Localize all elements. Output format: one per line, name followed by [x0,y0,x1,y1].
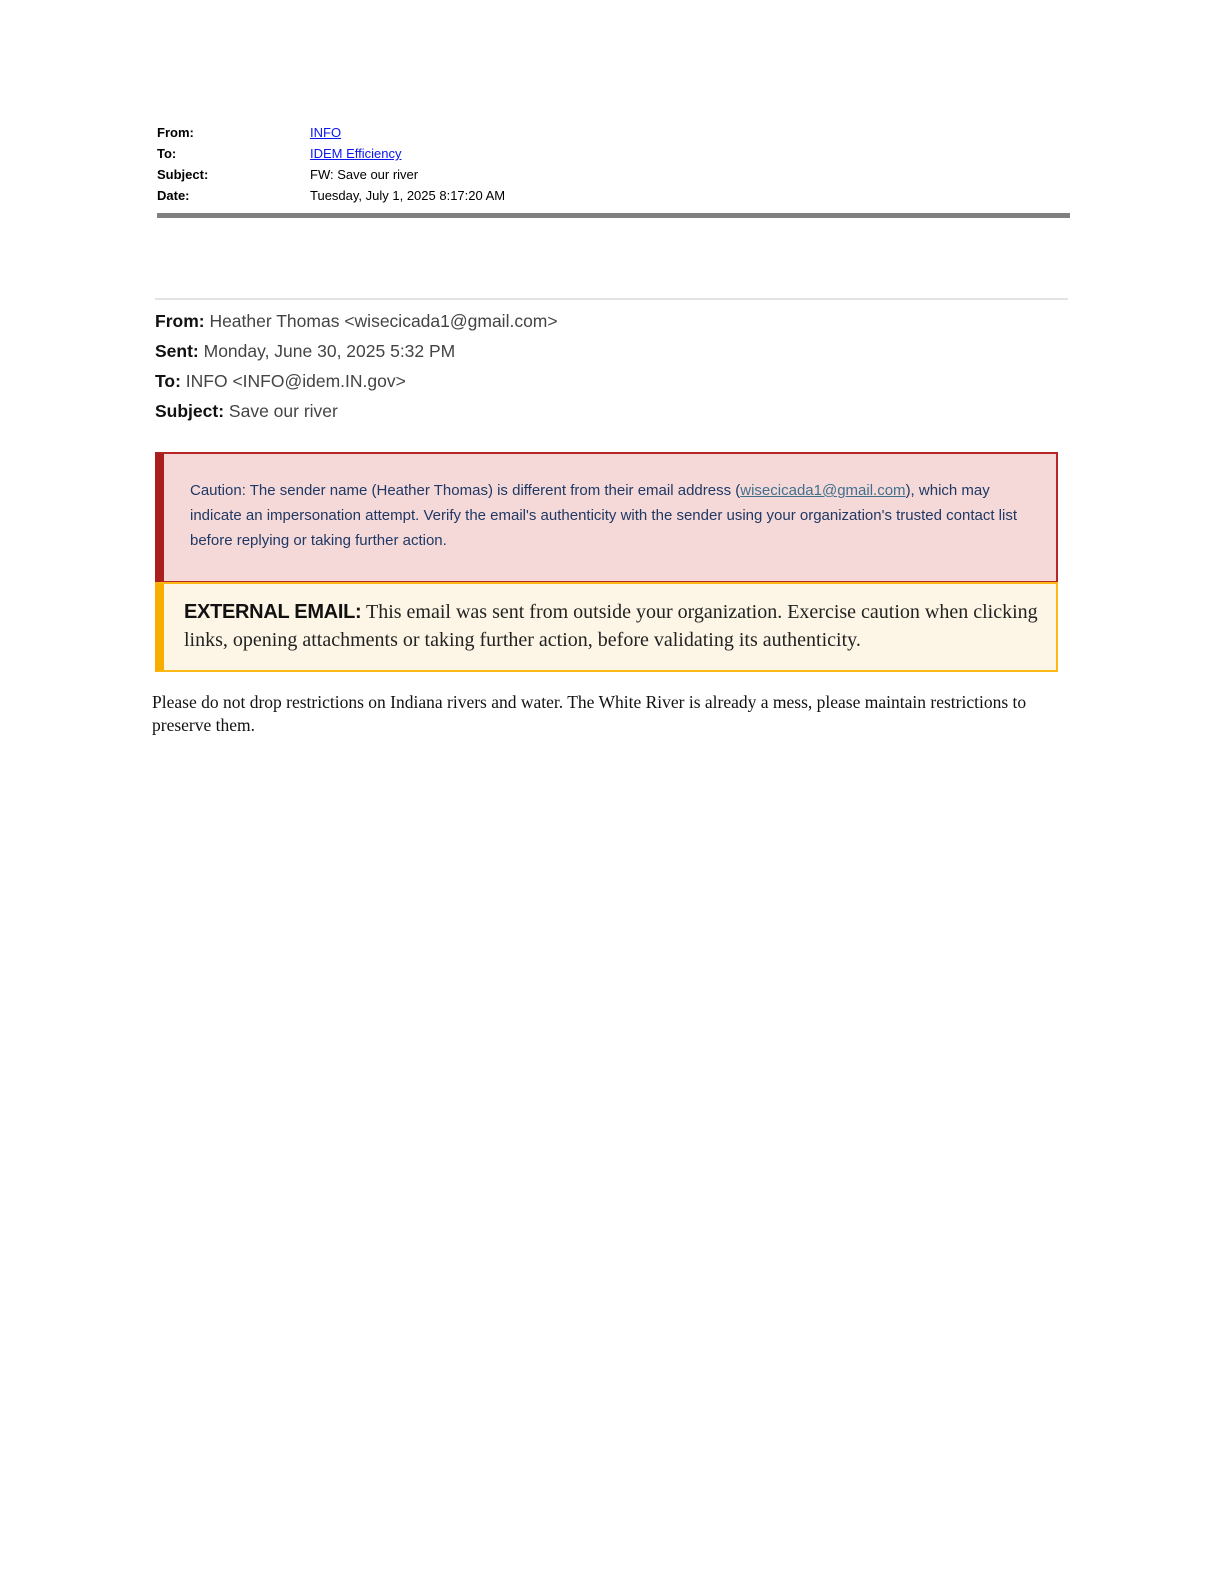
subject-value: FW: Save our river [310,167,419,182]
header-divider [157,213,1070,218]
forwarded-header-block [155,306,558,426]
header-row-from [157,122,505,143]
to-label: To: [157,146,177,161]
fwd-subject-label: Subject: [155,401,225,421]
date-value: Tuesday, July 1, 2025 8:17:20 AM [310,188,506,203]
subject-label: Subject: [157,167,209,182]
date-label: Date: [157,188,190,203]
fwd-from-line [155,306,558,336]
fwd-to-label: To: [155,371,181,391]
caution-impersonation-banner [155,452,1058,583]
from-link[interactable]: INFO [310,125,342,140]
caution-text-after-link: ), which may indicate an impersonation attempt. Verify the email's authenticity with the sender using your organization's trusted contact list before replying or taking further action. [190,482,1017,549]
header-row-subject [157,164,505,185]
fwd-sent-line [155,336,558,366]
caution-text-before-link: Caution: The sender name (Heather Thomas) is different from their email address ( [190,482,741,499]
fwd-to-value: INFO <INFO@idem.IN.gov> [180,371,406,391]
header-row-date [157,185,505,206]
forwarded-message-divider [155,298,1068,300]
fwd-to-line [155,366,558,396]
fwd-from-value: Heather Thomas <wisecicada1@gmail.com> [204,311,558,331]
external-email-text: This email was sent from outside your organization. Exercise caution when clicking links, opening attachments or taking further action, before validating its authenticity. [184,601,1038,651]
to-link[interactable]: IDEM Efficiency [310,146,402,161]
external-email-label: EXTERNAL EMAIL: [184,601,362,623]
fwd-sent-label: Sent: [155,341,199,361]
header-row-to [157,143,505,164]
message-body-paragraph: Please do not drop restrictions on Indiana rivers and water. The White River is already a mess, please maintain restrictions to preserve them. [152,692,1027,735]
email-header-block [157,122,505,206]
fwd-sent-value: Monday, June 30, 2025 5:32 PM [198,341,456,361]
fwd-subject-value: Save our river [224,401,338,421]
from-label: From: [157,125,194,140]
fwd-from-label: From: [155,311,205,331]
external-email-banner [155,582,1058,672]
caution-email-link[interactable]: wisecicada1@gmail.com [740,482,906,499]
fwd-subject-line [155,396,558,426]
